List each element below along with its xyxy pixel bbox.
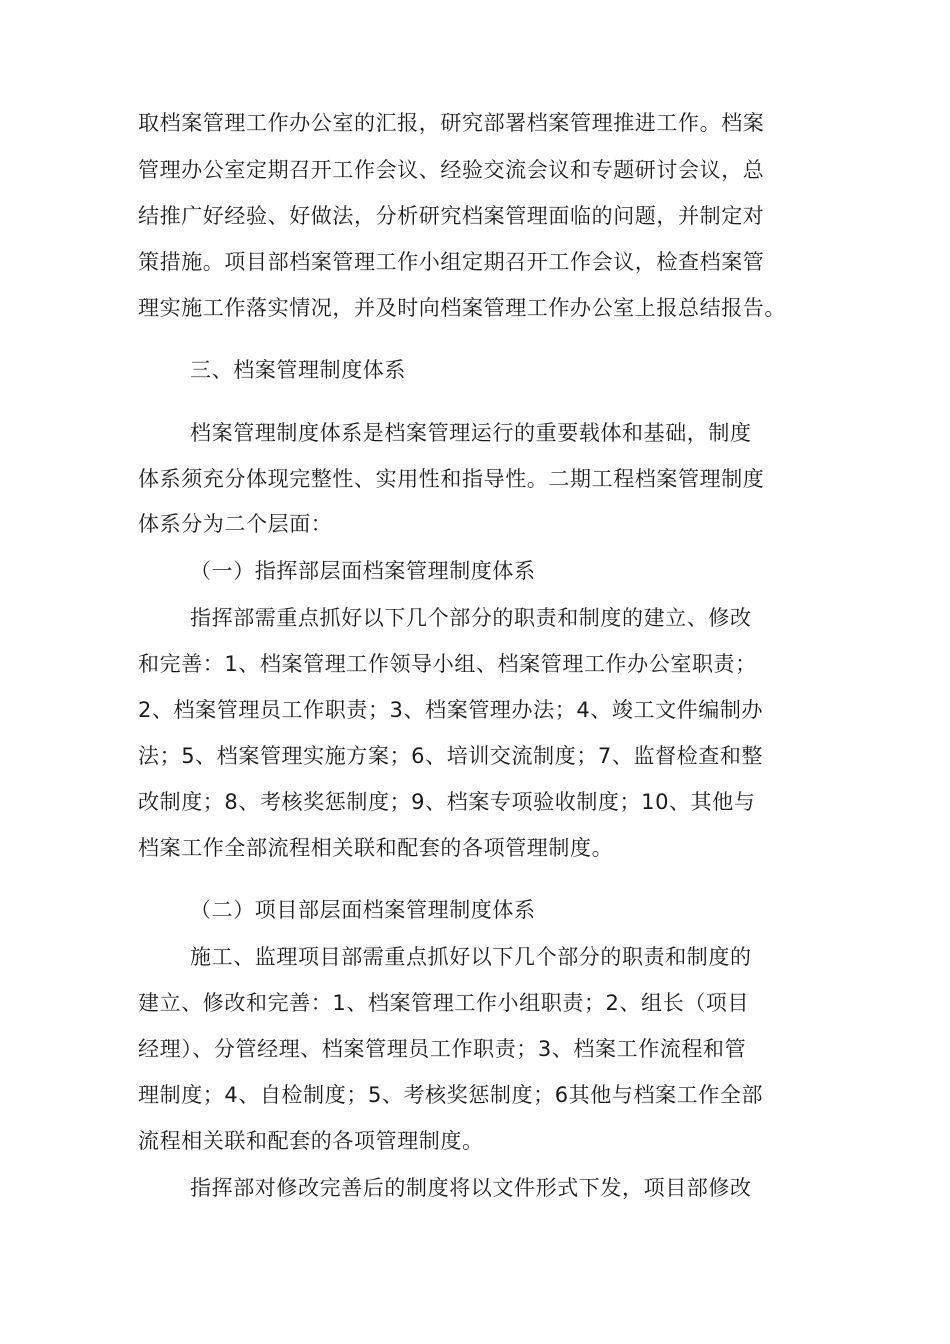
- paragraph-line: 结推广好经验、好做法，分析研究档案管理面临的问题，并制定对: [138, 204, 765, 228]
- paragraph-line: 理实施工作落实情况，并及时向档案管理工作办公室上报总结报告。: [138, 296, 786, 320]
- paragraph-line: 体系须充分体现完整性、实用性和指导性。二期工程档案管理制度: [138, 467, 765, 491]
- subsection-heading: （二）项目部层面档案管理制度体系: [190, 898, 536, 922]
- paragraph-line: 策措施。项目部档案管理工作小组定期召开工作会议，检查档案管: [138, 250, 765, 274]
- section-heading: 三、档案管理制度体系: [190, 358, 406, 382]
- subsection-heading: （一）指挥部层面档案管理制度体系: [190, 559, 536, 583]
- paragraph-line: 建立、修改和完善：1、档案管理工作小组职责；2、组长（项目: [138, 991, 750, 1015]
- paragraph-line: 经理）、分管经理、档案管理员工作职责；3、档案工作流程和管: [138, 1037, 747, 1061]
- paragraph-line: 和完善：1、档案管理工作领导小组、档案管理工作办公室职责；: [138, 652, 757, 676]
- paragraph-line: 流程相关联和配套的各项管理制度。: [138, 1129, 484, 1153]
- paragraph-line: 档案工作全部流程相关联和配套的各项管理制度。: [138, 836, 614, 860]
- paragraph-line: 档案管理制度体系是档案管理运行的重要载体和基础，制度: [190, 421, 752, 445]
- paragraph-line: 改制度；8、考核奖惩制度；9、档案专项验收制度；10、其他与: [138, 790, 756, 814]
- paragraph-line: 2、档案管理员工作职责；3、档案管理办法；4、竣工文件编制办: [138, 698, 764, 722]
- paragraph-line: 管理办公室定期召开工作会议、经验交流会议和专题研讨会议，总: [138, 158, 765, 182]
- paragraph-line: 指挥部对修改完善后的制度将以文件形式下发，项目部修改: [190, 1176, 752, 1200]
- paragraph-line: 取档案管理工作办公室的汇报，研究部署档案管理推进工作。档案: [138, 111, 765, 135]
- paragraph-line: 指挥部需重点抓好以下几个部分的职责和制度的建立、修改: [190, 606, 752, 630]
- paragraph-line: 体系分为二个层面：: [138, 512, 333, 536]
- paragraph-line: 理制度；4、自检制度；5、考核奖惩制度；6其他与档案工作全部: [138, 1083, 764, 1107]
- paragraph-line: 法；5、档案管理实施方案；6、培训交流制度；7、监督检查和整: [138, 744, 764, 768]
- paragraph-line: 施工、监理项目部需重点抓好以下几个部分的职责和制度的: [190, 945, 752, 969]
